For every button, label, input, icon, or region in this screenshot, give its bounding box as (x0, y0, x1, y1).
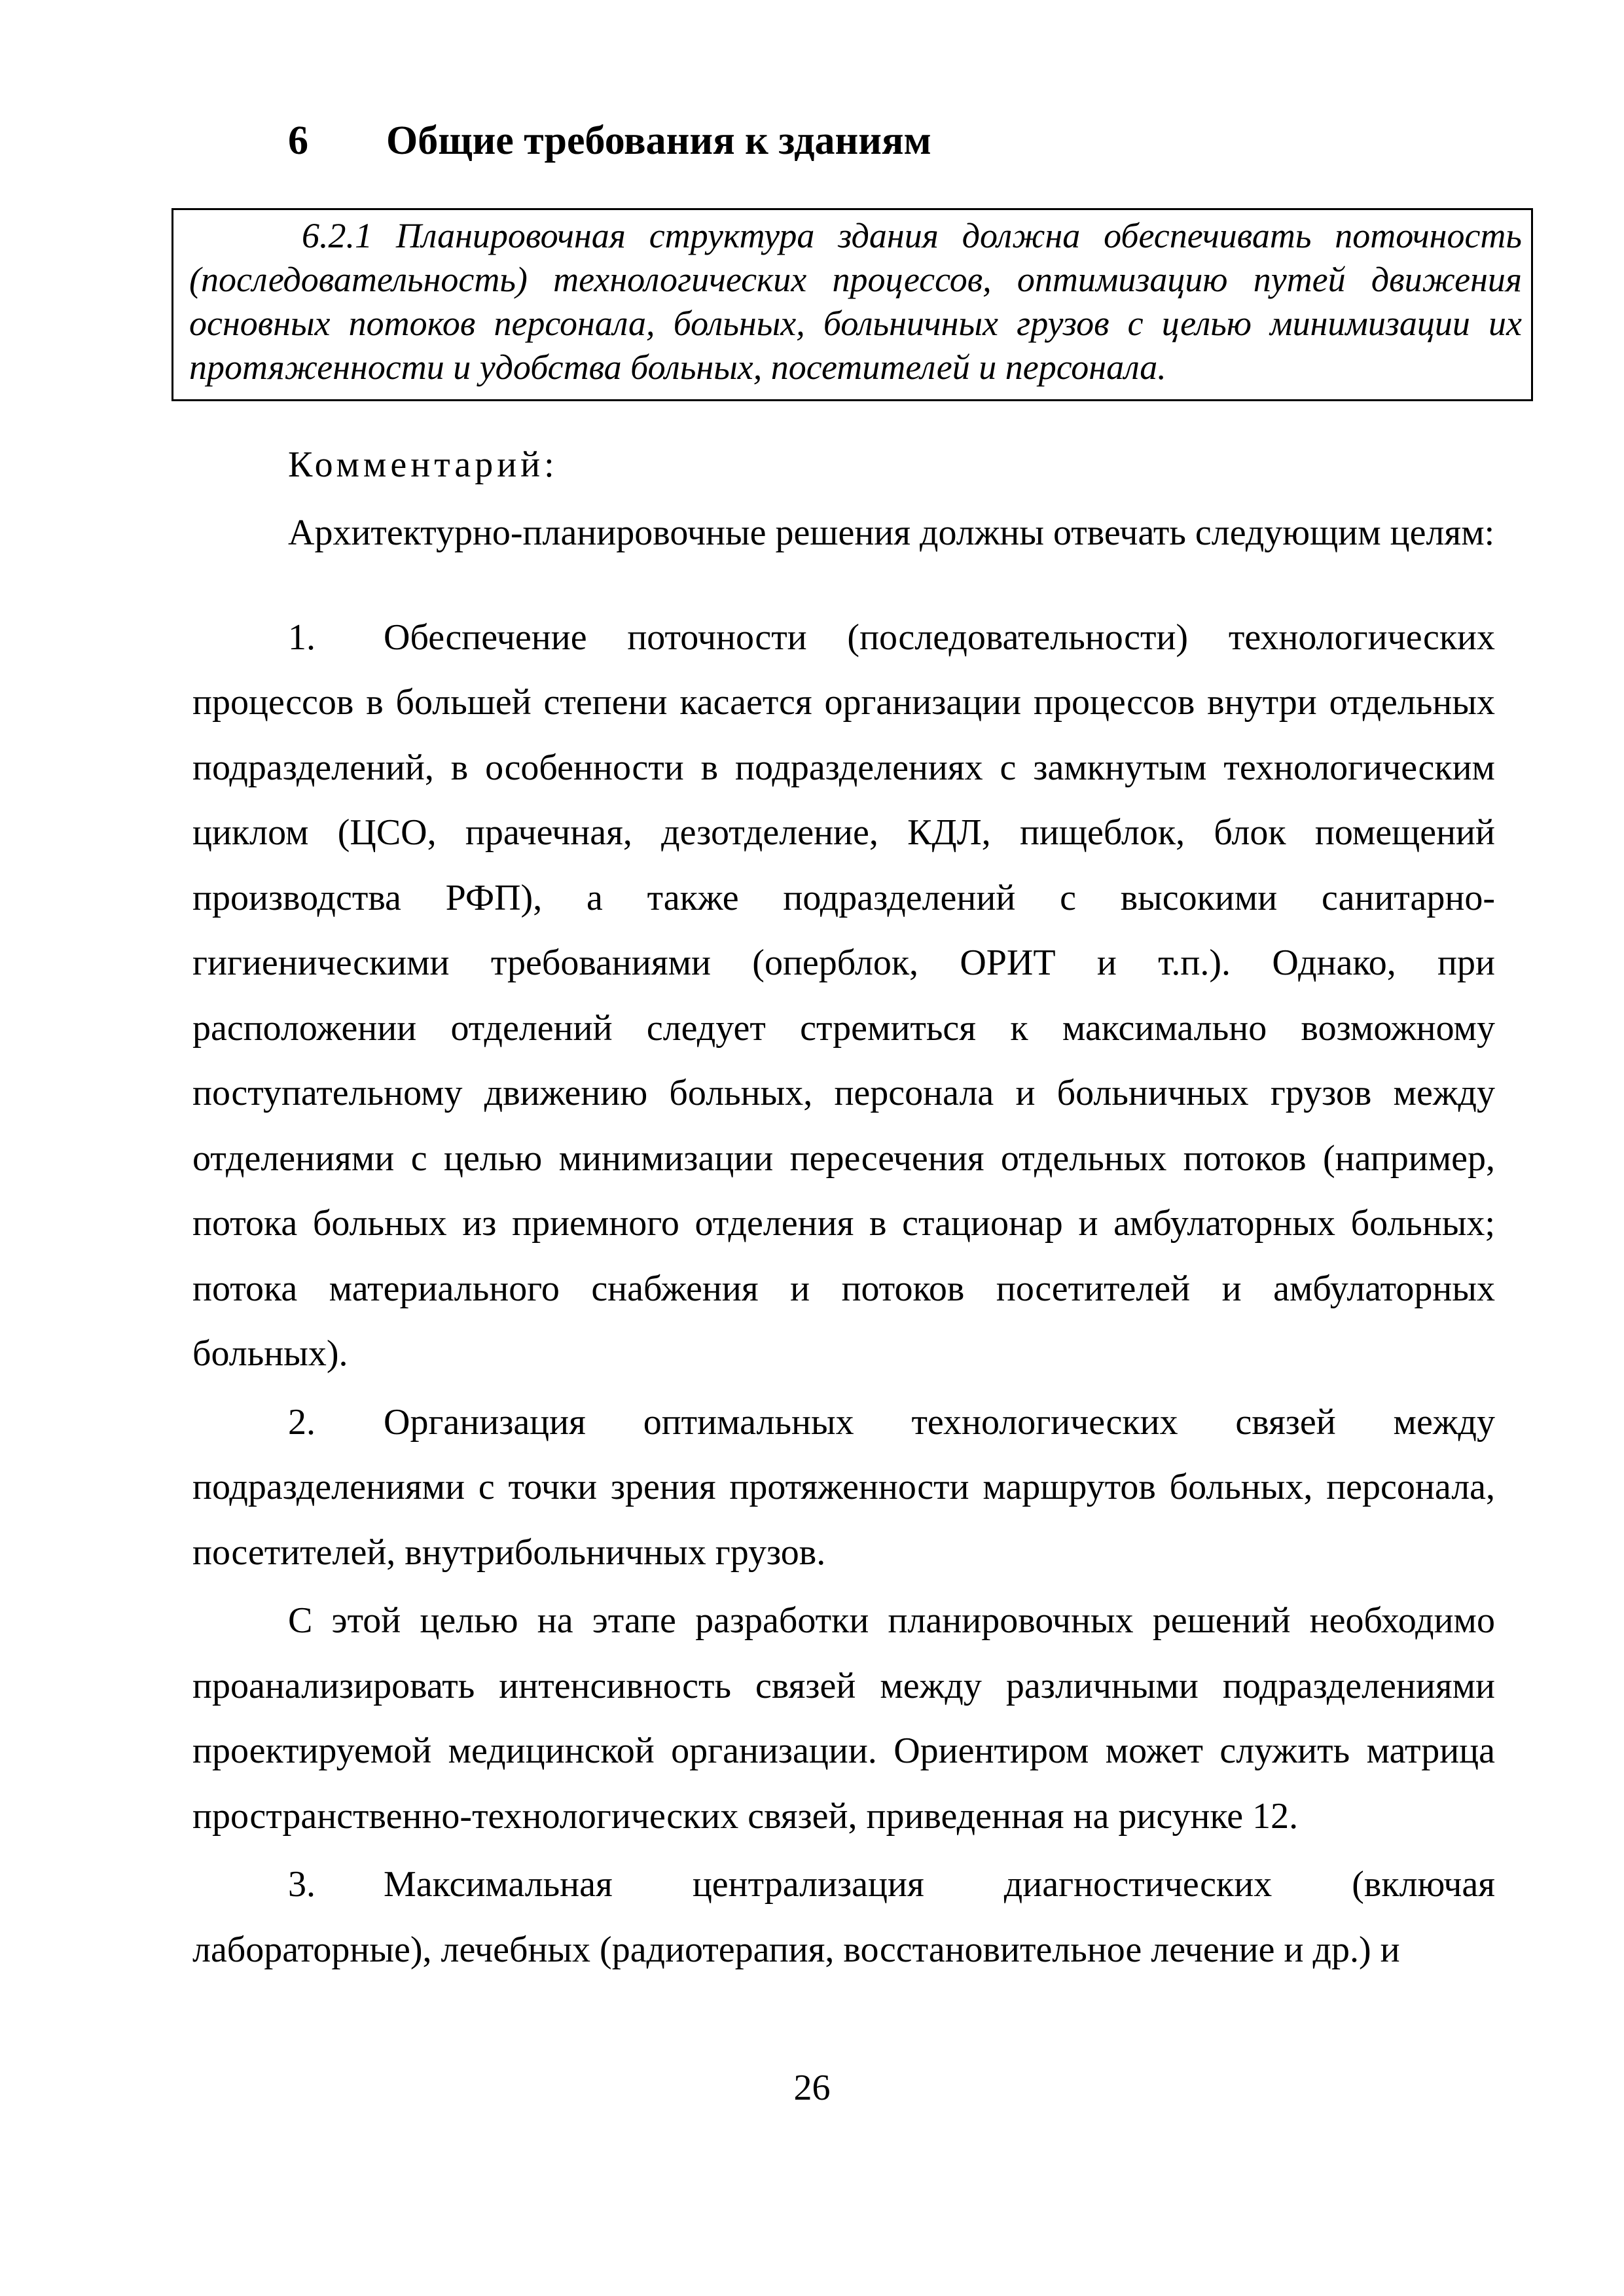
comment-label: Комментарий: (288, 444, 558, 485)
body-text (192, 501, 1495, 1982)
list-item-1 (192, 605, 1495, 1387)
list-item-text: Обеспечение поточности (последовательности) технологических процессов в большей степени касается организации процессов внутри отдельных подразделений, в особенности в подразделениях с замкнутым технологическим циклом (ЦСО, прачечная, дезотделение, КДЛ, пищеблок, блок помещений производства РФП), а также подразделений с высокими санитарно-гигиеническими требованиями (оперблок, ОРИТ и т.п.). Однако, при расположении отделений следует стремиться к максимально возможному поступательному движению больных, персонала и больничных грузов между отделениями с целью минимизации пересечения отдельных потоков (например, потока больных из приемного отделения в стационар и амбулаторных больных; потока материального снабжения и потоков посетителей и амбулаторных больных). (192, 617, 1495, 1374)
section-heading (288, 115, 931, 167)
section-title: Общие требования к зданиям (386, 118, 931, 163)
list-item-text: Организация оптимальных технологических связей между подразделениями с точки зрения протяженности маршрутов больных, персонала, посетителей, внутрибольничных грузов. (192, 1401, 1495, 1573)
list-item-text: Максимальная централизация диагностических (включая лабораторные), лечебных (радиотерапия, восстановительное лечение и др.) и (192, 1864, 1495, 1970)
intro-paragraph: Архитектурно-планировочные решения должны отвечать следующим целям: (288, 512, 1495, 553)
requirement-text: 6.2.1 Планировочная структура здания должна обеспечивать поточность (последовательность) технологических процессов, оптимизацию путей движения основных потоков персонала, больных, больничных грузов с целью минимизации их протяженности и удобства больных, посетителей и персонала. (189, 216, 1522, 387)
list-item-number: 1. (288, 617, 316, 658)
list-item-number: 2. (288, 1401, 316, 1443)
list-item-3 (192, 1852, 1495, 1982)
section-number: 6 (288, 118, 308, 163)
body-paragraph: С этой целью на этапе разработки планировочных решений необходимо проанализировать интенсивность связей между различными подразделениями проектируемой медицинской организации. Ориентиром может служить матрица пространственно-технологических связей, приведенная на рисунке 12. (192, 1600, 1495, 1837)
list-item-2 (192, 1390, 1495, 1586)
requirement-box (171, 208, 1533, 401)
list-item-number: 3. (288, 1864, 316, 1905)
page-number: 26 (793, 2068, 831, 2108)
